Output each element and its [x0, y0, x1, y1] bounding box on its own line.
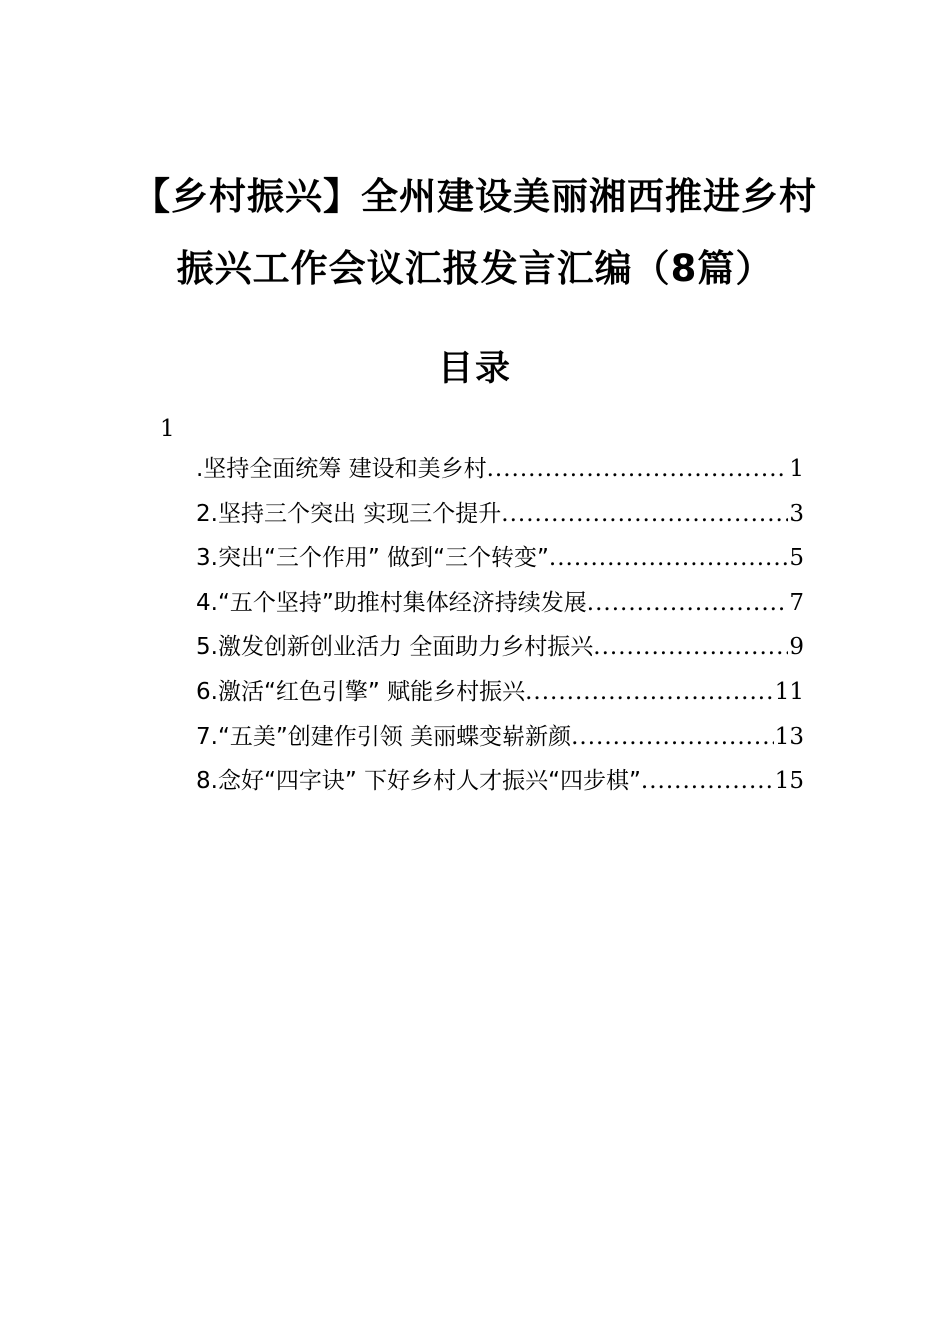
toc-entry-text: 3.突出“三个作用” 做到“三个转变”: [196, 545, 549, 572]
toc-page-number: 13: [774, 723, 804, 750]
toc-page-number: 15: [774, 768, 804, 795]
toc-entry[interactable]: [196, 724, 804, 769]
toc-entry-text: 5.激发创新创业活力 全面助力乡村振兴: [196, 634, 594, 661]
table-of-contents: [196, 456, 804, 813]
toc-entry[interactable]: [196, 456, 804, 501]
toc-entry-text: 6.激活“红色引擎” 赋能乡村振兴: [196, 678, 526, 705]
toc-entry-text: 2.坚持三个突出 实现三个提升: [196, 500, 502, 527]
toc-entry-text: .坚持全面统筹 建设和美乡村: [196, 456, 487, 482]
document-title-line-2: 振兴工作会议汇报发言汇编（8篇）: [176, 247, 774, 290]
toc-dot-leader: [587, 590, 789, 618]
toc-entry[interactable]: [196, 501, 804, 546]
document-title-line-1: 【乡村振兴】全州建设美丽湘西推进乡村: [133, 175, 817, 218]
toc-entry[interactable]: [196, 545, 804, 590]
toc-entry[interactable]: [196, 634, 804, 679]
toc-entry[interactable]: [196, 590, 804, 635]
toc-dot-leader: [549, 545, 788, 573]
toc-page-number: 9: [789, 634, 804, 661]
toc-page-number: 1: [789, 456, 804, 482]
toc-dot-leader: [525, 679, 774, 707]
toc-dot-leader: [501, 501, 788, 529]
toc-dot-leader: [593, 634, 788, 662]
toc-page-number: 5: [789, 545, 804, 572]
toc-dot-leader: [641, 768, 774, 796]
toc-page-number: 3: [789, 500, 804, 527]
toc-dot-leader: [571, 724, 774, 752]
toc-entry[interactable]: [196, 768, 804, 813]
toc-heading: 目录: [437, 349, 512, 389]
toc-entry[interactable]: [196, 679, 804, 724]
toc-page-number: 7: [789, 589, 804, 616]
toc-entry-text: 4.“五个坚持”助推村集体经济持续发展: [196, 589, 587, 616]
toc-dot-leader: [487, 456, 789, 484]
toc-entry-text: 8.念好“四字诀” 下好乡村人才振兴“四步棋”: [196, 768, 641, 795]
toc-entry-text: 7.“五美”创建作引领 美丽蝶变崭新颜: [196, 723, 572, 750]
stray-number: 1: [160, 416, 175, 442]
toc-page-number: 11: [774, 678, 804, 705]
